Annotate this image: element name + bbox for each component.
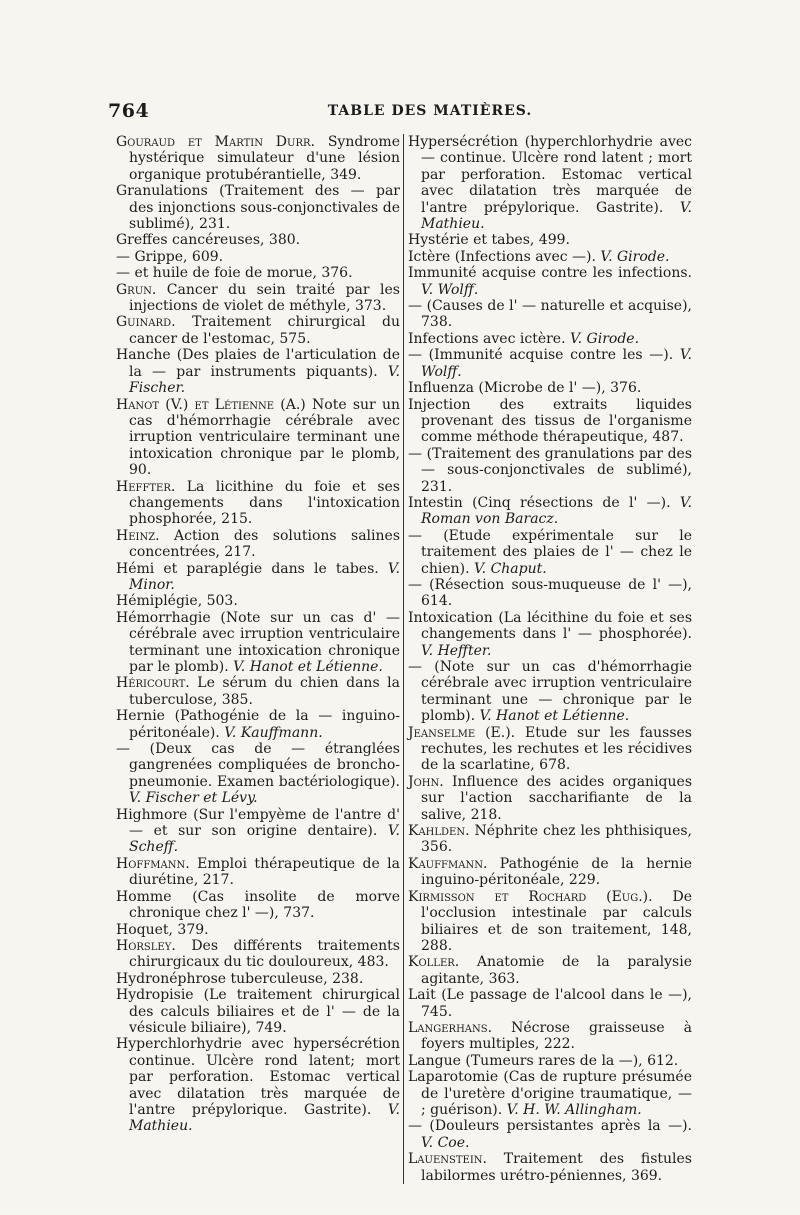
cross-reference: V. Wolff. <box>421 281 479 298</box>
index-entry <box>116 183 400 232</box>
entry-text: Hémi et paraplégie dans le tabes. <box>116 560 379 577</box>
author-name: Kauffmann. <box>408 855 488 872</box>
entry-text: Hémorrhagie (Note sur un cas d' — cérébrale avec irruption ventriculaire terminant une intoxication chronique par le plomb). <box>116 609 400 675</box>
entry-text: Hypersécrétion (hyperchlorhydrie avec — continue. Ulcère rond latent ; mort par perforation. Estomac vertical avec dilatation très marquée de l'antre prépylorique. Gastrite). <box>408 134 692 216</box>
entry-text: Intestin (Cinq résections de l' —). <box>408 494 671 511</box>
index-columns <box>116 134 696 1184</box>
left-column <box>116 134 404 1184</box>
entry-text: Hyperchlorhydrie avec hypersécrétion continue. Ulcère rond latent; mort par perforation. Estomac vertical avec dilatation très marquée de l'antre prépylorique. Gastrite). <box>116 1036 400 1118</box>
index-entry <box>116 249 400 265</box>
index-entry <box>408 298 692 331</box>
index-entry <box>116 971 400 987</box>
entry-text: Anatomie de la paralysie agitante, 363. <box>421 954 692 987</box>
entry-text: Syndrome hystérique simulateur d'une lésion organique protubérantielle, 349. <box>129 134 400 183</box>
cross-reference: V. Minor. <box>129 560 400 593</box>
index-entry <box>408 347 692 380</box>
cross-reference: V. Hanot et Létienne. <box>233 659 383 675</box>
index-entry <box>408 265 692 298</box>
index-entry <box>408 954 692 987</box>
author-name: Lauenstein. <box>408 1151 487 1168</box>
cross-reference: V. Roman von Baracz. <box>421 494 692 528</box>
index-entry <box>116 593 400 609</box>
index-entry <box>116 479 400 528</box>
entry-text: Hydropisie (Le traitement chirurgical des calculs biliaires et de l' — de la vésicule biliaire), 749. <box>116 987 400 1036</box>
index-entry <box>408 610 692 659</box>
entry-text: — (Etude expérimentale sur le traitement des plaies de l' — chez le chien). <box>408 527 692 577</box>
index-entry <box>116 561 400 594</box>
running-head: TABLE DES MATIÈRES. <box>327 103 533 119</box>
index-entry <box>408 889 692 955</box>
cross-reference: V. Fischer et Lévy. <box>129 790 258 807</box>
author-name: Jeanselme (E.). <box>408 724 516 741</box>
entry-text: Hanche (Des plaies de l'articulation de la — par instruments piquants). <box>116 347 400 380</box>
entry-text: — (Traitement des granulations par des — sous-conjonctivales de sublimé), 231. <box>408 445 692 495</box>
author-name: Hoffmann. <box>116 855 190 872</box>
index-entry <box>408 249 692 265</box>
index-entry <box>116 889 400 922</box>
entry-text: Influenza (Microbe de l' —), 376. <box>408 380 642 397</box>
index-entry <box>408 856 692 889</box>
index-entry <box>116 347 400 396</box>
entry-text: — (Résection sous-muqueuse de l' —), 614. <box>408 576 692 610</box>
entry-text: Traitement des fistules labilormes urétro-péniennes, 369. <box>421 1151 692 1184</box>
author-name: Kirmisson et Rochard (Eug.). <box>408 888 653 905</box>
index-entry <box>116 314 400 347</box>
index-entry <box>408 1020 692 1053</box>
author-name: Koller. <box>408 954 460 971</box>
author-name: Heffter. <box>116 478 176 495</box>
entry-text: Lait (Le passage de l'alcool dans le —), 745. <box>408 987 692 1020</box>
index-entry <box>116 1036 400 1134</box>
index-entry <box>116 807 400 856</box>
cross-reference: V. Coe. <box>421 1134 470 1151</box>
entry-text: — Grippe, 609. <box>116 248 224 265</box>
entry-text: Note sur un cas d'hémorrhagie cérébrale avec irruption ventriculaire terminant une intoxication chronique par le plomb, 90. <box>129 396 400 479</box>
entry-text: Des différents traitements chirurgicaux du tic douloureux, 483. <box>129 937 400 971</box>
cross-reference: V. Girode. <box>569 330 640 347</box>
cross-reference: V. Heffter. <box>421 642 492 659</box>
index-entry <box>408 134 692 232</box>
entry-text: Homme (Cas insolite de morve chronique chez l' —), 737. <box>116 888 400 922</box>
index-entry <box>116 987 400 1036</box>
author-name: Guinard. <box>116 314 176 331</box>
author-name: Héricourt. <box>116 675 190 692</box>
index-entry <box>408 331 692 347</box>
index-entry <box>116 610 400 676</box>
entry-text: Influence des acides organiques sur l'action saccharifiante de la salive, 218. <box>421 773 692 823</box>
entry-text: Hernie (Pathogénie de la — inguino-péritonéale). <box>116 708 400 741</box>
cross-reference: V. Wolff. <box>421 347 693 380</box>
index-entry <box>408 1151 692 1184</box>
page-number: 764 <box>108 100 150 122</box>
entry-text: Hystérie et tabes, 499. <box>408 232 570 249</box>
entry-text: Action des solutions salines concentrées, 217. <box>129 527 400 561</box>
index-entry <box>116 282 400 315</box>
entry-text: Langue (Tumeurs rares de la —), 612. <box>408 1052 679 1069</box>
index-entry <box>408 232 692 248</box>
index-entry <box>408 774 692 823</box>
entry-text: Infections avec ictère. <box>408 330 566 347</box>
index-entry <box>408 1118 692 1151</box>
entry-text: Hémiplégie, 503. <box>116 593 238 610</box>
index-entry <box>116 856 400 889</box>
index-entry <box>408 987 692 1020</box>
entry-text: — et huile de foie de morue, 376. <box>116 265 353 282</box>
author-name: Heinz. <box>116 527 160 544</box>
entry-text: Greffes cancéreuses, 380. <box>116 232 301 249</box>
author-name: John. <box>408 773 444 790</box>
index-entry <box>116 528 400 561</box>
entry-text: — (Note sur un cas d'hémorrhagie cérébrale avec irruption ventriculaire terminant une — chronique par le plomb). <box>408 659 692 725</box>
cross-reference: V. Mathieu. <box>129 1101 400 1135</box>
entry-text: Laparotomie (Cas de rupture présumée de l'uretère d'origine traumatique, — ; guérison). <box>408 1069 692 1118</box>
cross-reference: V. H. W. Allingham. <box>506 1101 642 1118</box>
author-name: Gouraud et Martin Durr. <box>116 134 315 150</box>
entry-text: Immunité acquise contre les infections. <box>408 265 692 282</box>
cross-reference: V. Mathieu. <box>421 199 692 233</box>
entry-text: Le sérum du chien dans la tuberculose, 385. <box>129 675 400 708</box>
entry-text: De l'occlusion intestinale par calculs biliaires et de son traitement, 148, 288. <box>421 888 692 954</box>
entry-text: Cancer du sein traité par les injections de violet de méthyle, 373. <box>129 281 400 315</box>
index-entry <box>116 741 400 807</box>
index-entry <box>408 659 692 725</box>
entry-text: — (Immunité acquise contre les —). <box>408 347 674 364</box>
cross-reference: V. Fischer. <box>129 363 401 397</box>
index-entry <box>408 528 692 577</box>
index-entry <box>408 495 692 528</box>
entry-text: Hydronéphrose tuberculeuse, 238. <box>116 970 364 987</box>
index-entry <box>408 725 692 774</box>
index-entry <box>408 1069 692 1118</box>
entry-text: La licithine du foie et ses changements dans l'intoxication phosphorée, 215. <box>129 478 400 528</box>
index-entry <box>116 397 400 479</box>
cross-reference: V. Kauffmann. <box>224 724 323 741</box>
author-name: Hanot (V.) et Létienne (A.) <box>116 396 306 413</box>
index-entry <box>116 938 400 971</box>
index-entry <box>408 397 692 446</box>
author-name: Grun. <box>116 281 157 298</box>
entry-text: Pathogénie de la hernie inguino-péritonéale, 229. <box>421 855 692 889</box>
cross-reference: V. Chaput. <box>474 560 547 577</box>
author-name: Kahlden. <box>408 823 470 840</box>
index-entry <box>116 232 400 248</box>
entry-text: Intoxication (La lécithine du foie et ses changements dans l' — phosphorée). <box>408 609 692 643</box>
index-entry <box>116 922 400 938</box>
entry-text: Injection des extraits liquides provenant des tissus de l'organisme comme méthode thérapeutique, 487. <box>408 396 692 446</box>
index-entry <box>116 134 400 183</box>
entry-text: Granulations (Traitement des — par des injonctions sous-conjonctivales de sublimé), 231. <box>116 183 400 233</box>
entry-text: Néphrite chez les phthisiques, 356. <box>421 823 692 856</box>
index-entry <box>116 265 400 281</box>
index-entry <box>408 380 692 396</box>
author-name: Langerhans. <box>408 1019 493 1036</box>
index-entry <box>408 1053 692 1069</box>
index-entry <box>408 446 692 495</box>
index-entry <box>116 708 400 741</box>
cross-reference: V. Girode. <box>600 248 670 265</box>
entry-text: — (Deux cas de — étranglées gangrenées compliquées de broncho-pneumonie. Examen bactériologique). <box>116 741 400 790</box>
index-entry <box>408 823 692 856</box>
entry-text: Ictère (Infections avec —). <box>408 248 596 265</box>
entry-text: Hoquet, 379. <box>116 921 209 938</box>
entry-text: — (Douleurs persistantes après la —). <box>408 1118 692 1135</box>
right-column <box>404 134 692 1184</box>
entry-text: Highmore (Sur l'empyème de l'antre d' — et sur son origine dentaire). <box>116 806 400 840</box>
entry-text: Emploi thérapeutique de la diurétine, 217. <box>129 855 400 889</box>
entry-text: Traitement chirurgical du cancer de l'estomac, 575. <box>129 314 400 347</box>
index-entry <box>408 577 692 610</box>
index-entry <box>116 675 400 708</box>
author-name: Horsley. <box>116 937 176 954</box>
entry-text: Nécrose graisseuse à foyers multiples, 222. <box>421 1019 692 1053</box>
cross-reference: V. Scheff. <box>129 823 400 856</box>
entry-text: Etude sur les fausses rechutes, les rechutes et les récidives de la scarlatine, 678. <box>421 724 692 774</box>
cross-reference: V. Hanot et Létienne. <box>479 708 630 725</box>
entry-text: — (Causes de l' — naturelle et acquise), 738. <box>408 298 692 331</box>
